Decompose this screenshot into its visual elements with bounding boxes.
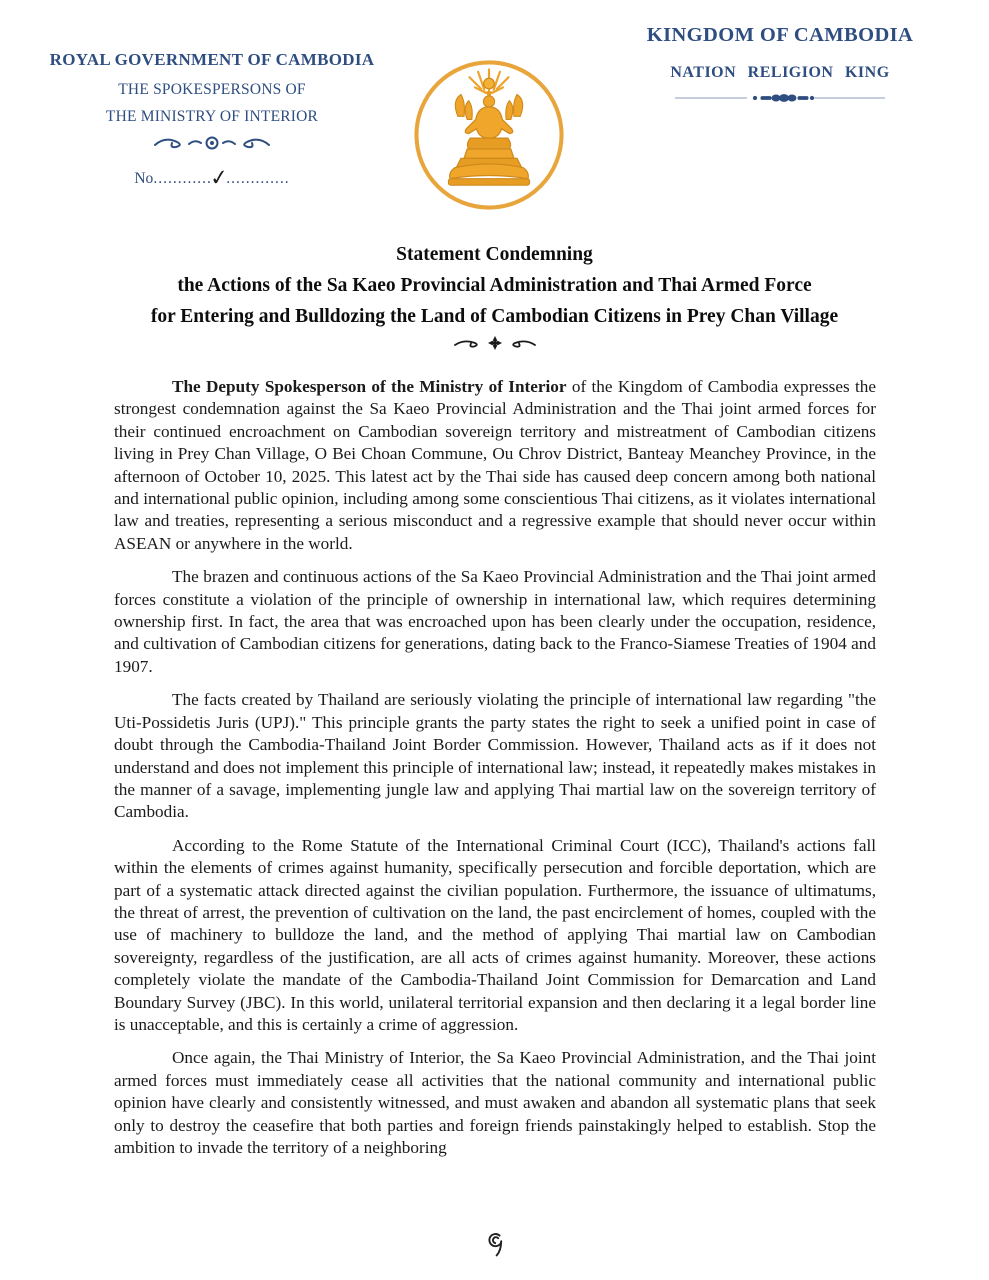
checkmark-icon: ✓	[208, 165, 230, 192]
paragraph-2: The brazen and continuous actions of the Sa Kaeo Provincial Administration and the Thai joint armed forces constitute a violation of the principle of ownership in international law, which requires determining ownership first. In fact, the area that was encroached upon has been clearly under the occupation, residence, and cultivation of Cambodian citizens for generations, dating back to the Franco-Siamese Treaties of 1904 and 1907.	[114, 567, 876, 676]
kingdom-block	[610, 24, 950, 111]
number-dots-right: .............	[226, 170, 290, 187]
national-motto-line: NATION RELIGION KING	[670, 64, 890, 81]
document-number-line	[28, 164, 396, 192]
paragraph-3: The facts created by Thailand are seriously violating the principle of international law regarding "the Uti-Possidetis Juris (UPJ)." This principle grants the party states the right to seek a unified point in case of doubt through the Cambodia-Thailand Joint Border Commission. However, Thailand acts as if it does not understand and does not implement this principle of international law; instead, it repeatedly makes mistakes in the manner of a savage, implementing jungle law and applying Thai martial law on the sovereign territory of Cambodia.	[114, 690, 876, 822]
scroll-flourish-icon	[28, 135, 396, 158]
number-dots-left: ............	[153, 170, 212, 187]
paragraph-4: According to the Rome Statute of the International Criminal Court (ICC), Thailand's actions fall within the elements of crimes against humanity, specifically persecution and forcible deportation, which are part of a systematic attack directed against the civilian population. Furthermore, the issuance of ultimatums, the threat of arrest, the prevention of cultivation on the land, the past encirclement of homes, coupled with the use of machinery to bulldoze the land, and the method of applying Thai martial law on Cambodian sovereignty, regardless of the justification, are all acts of crimes against humanity. Moreover, these actions completely violate the mandate of the Cambodia-Thailand Joint Commission for Demarcation and Land Boundary Survey (JBC). In this world, unilateral territorial expansion and then declaring it a legal border line is unacceptable, and this is certainly a crime of aggression.	[114, 835, 876, 1034]
page-number	[0, 1232, 989, 1262]
issuer-block	[28, 50, 396, 192]
issuer-government-line: ROYAL GOVERNMENT OF CAMBODIA	[49, 50, 375, 69]
paragraph-5: Once again, the Thai Ministry of Interior, the Sa Kaeo Provincial Administration, and the Thai joint armed forces must immediately cease all activities that the national community and international public opinion have clearly and consistently witnessed, and must awaken and abandon all systematic plans that seek only to destroy the ceasefire that both parties and foreign friends painstakingly helped to establish. Stop the ambition to invade the territory of a neighboring	[114, 1048, 876, 1157]
title-line-3: for Entering and Bulldozing the Land of Cambodian Citizens in Prey Chan Village	[150, 306, 839, 327]
ministry-seal-icon	[411, 57, 567, 213]
statement-body	[114, 376, 876, 1159]
issuer-ministry-line: THE MINISTRY OF INTERIOR	[105, 108, 319, 125]
header-divider-icon	[610, 90, 950, 111]
number-label: No	[134, 170, 154, 187]
issuer-spokespersons-line: THE SPOKESPERSONS OF	[118, 81, 306, 98]
title-line-2: the Actions of the Sa Kaeo Provincial Administration and Thai Armed Force	[177, 275, 812, 296]
title-line-1: Statement Condemning	[396, 244, 593, 265]
statement-title	[80, 244, 909, 357]
title-flourish-icon	[80, 334, 909, 357]
kingdom-title-line: KINGDOM OF CAMBODIA	[646, 24, 914, 46]
paragraph-1-lead: The Deputy Spokesperson of the Ministry of Interior	[172, 377, 567, 396]
paragraph-1	[114, 376, 876, 555]
paragraph-1-rest: of the Kingdom of Cambodia expresses the strongest condemnation against the Sa Kaeo Provincial Administration and the Thai joint armed forces for their continued encroachment on Cambodian sovereign territory and mistreatment of Cambodian citizens living in Prey Chan Village, O Bei Choan Commune, Ou Chrov District, Banteay Meanchey Province, in the afternoon of October 10, 2025. This latest act by the Thai side has caused deep concern among both national and international public opinion, including among some conscientious Thai citizens, as it violates international law and treaties, representing a serious misconduct and a regressive example that should never occur within ASEAN or anywhere in the world.	[114, 377, 876, 553]
